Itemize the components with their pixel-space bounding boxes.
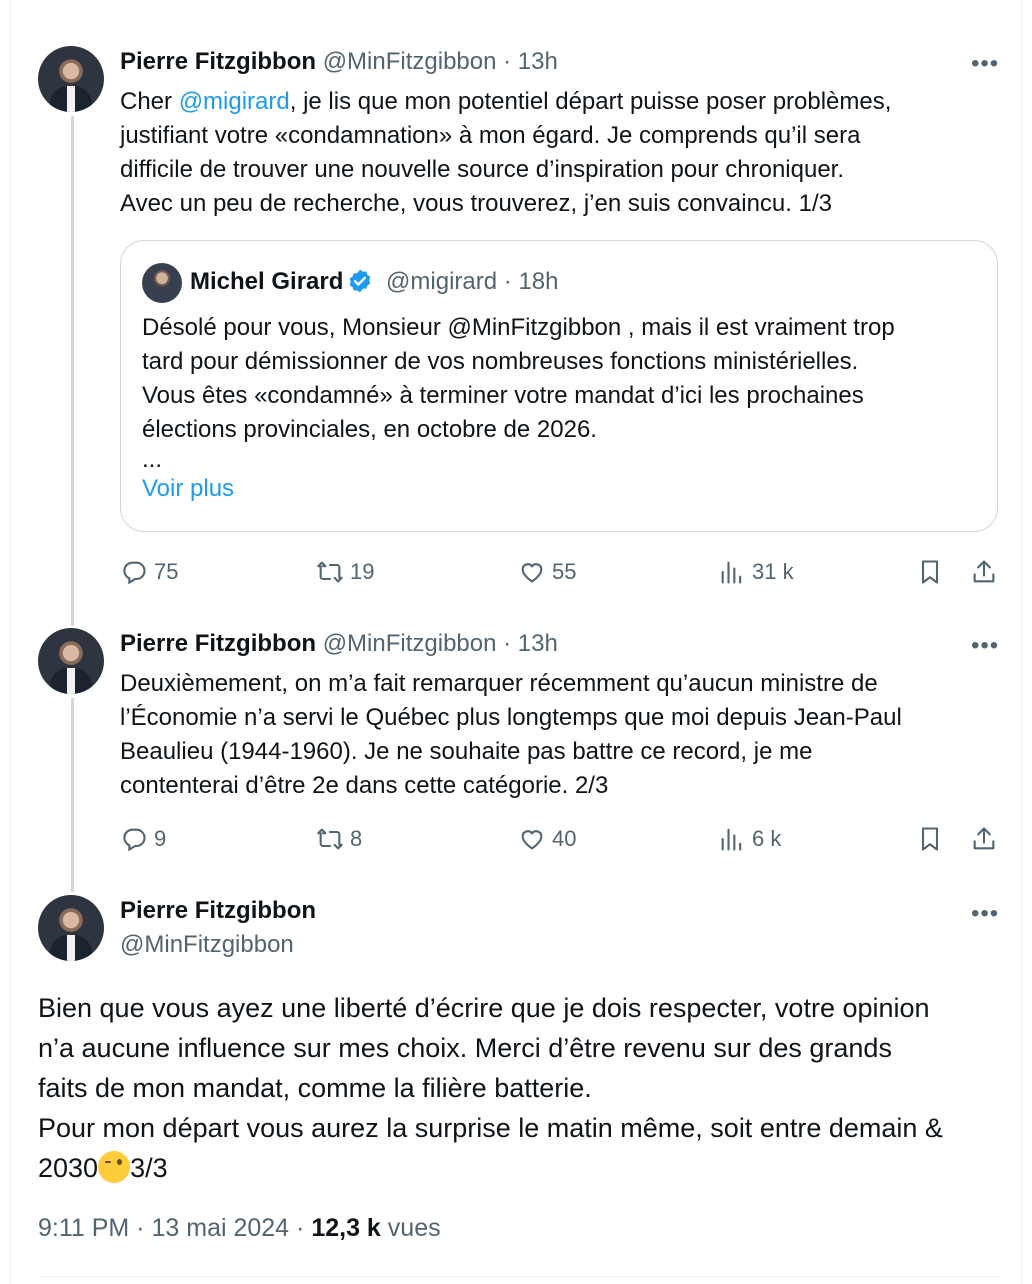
more-icon[interactable]: ••• [971,632,1000,659]
avatar[interactable] [38,628,104,694]
repost-count: 19 [350,559,375,584]
text-line: Avec un peu de recherche, vous trouverez, j’en suis convaincu. 1/3 [120,190,832,217]
views-button[interactable] [718,558,794,586]
text-line: tard pour démissionner de vos nombreuses fonctions ministérielles. [142,348,859,375]
quoted-author-name[interactable]: Michel Girard [190,268,344,295]
reply-icon [120,825,148,853]
share-button[interactable] [970,558,998,586]
thread-line [71,116,74,626]
like-button[interactable] [518,558,576,586]
quoted-time[interactable]: 18h [518,268,559,295]
heart-icon [518,825,546,853]
tweet-time[interactable]: 13h [517,630,558,657]
heart-icon [518,558,546,586]
text-line: élections provinciales, en octobre de 2026. [142,416,597,443]
quoted-handle[interactable]: @migirard [386,268,498,295]
divider [38,1276,1000,1277]
text-line: Deuxièmement, on m’a fait remarquer récemment qu’aucun ministre de [120,670,878,697]
views-icon [718,825,746,853]
views-button[interactable] [718,825,781,853]
text-line: l’Économie n’a servi le Québec plus longtemps que moi depuis Jean-Paul [120,704,902,731]
text-line: Pour mon départ vous aurez la surprise le matin même, soit entre demain & [38,1113,943,1143]
author-handle[interactable]: @MinFitzgibbon [322,48,497,75]
bookmark-button[interactable] [916,558,944,586]
action-bar [120,825,1000,855]
separator: · [503,630,512,657]
avatar[interactable] [38,895,104,961]
reply-count: 9 [154,826,167,851]
text-line: Beaulieu (1944-1960). Je ne souhaite pas battre ce record, je me [120,738,813,765]
author-name-text: Pierre Fitzgibbon [120,897,317,924]
thread-line [71,698,74,892]
repost-button[interactable] [316,825,362,853]
verified-badge-icon [347,268,373,294]
reply-icon [120,558,148,586]
text-line: justifiant votre «condamnation» à mon égard. Je comprends qu’il sera [120,122,861,149]
tweet-date[interactable]: 13 mai 2024 [151,1214,290,1242]
tweet-metadata [38,1214,441,1243]
views-count: 12,3 k [311,1214,381,1242]
separator: · [503,268,512,295]
bookmark-icon [916,558,944,586]
author-handle[interactable]: @MinFitzgibbon [120,931,294,958]
tweet-text [120,667,902,803]
avatar[interactable] [38,46,104,112]
tweet-text [38,988,943,1188]
repost-icon [316,825,344,853]
views-count: 31 k [752,559,794,584]
text-line: contenterai d’être 2e dans cette catégorie. 2/3 [120,772,609,799]
views-icon [718,558,746,586]
text-line: difficile de trouver une nouvelle source d’inspiration pour chroniquer. [120,156,844,183]
ellipsis: ... [142,446,163,473]
action-bar [120,558,1000,588]
bookmark-button[interactable] [916,825,944,853]
separator: · [296,1214,305,1242]
text-line: Vous êtes «condamné» à terminer votre mandat d’ici les prochaines [142,382,864,409]
share-icon [970,825,998,853]
text-fragment: , je lis que mon potentiel départ puisse poser problèmes, [289,88,892,115]
share-button[interactable] [970,825,998,853]
reply-button[interactable] [120,558,178,586]
author-name[interactable] [120,897,316,925]
separator: · [503,48,512,75]
frame-border-left [10,0,11,1284]
see-more-link[interactable]: Voir plus [142,475,235,502]
quoted-avatar[interactable] [142,263,182,303]
reply-button[interactable] [120,825,166,853]
text-line [38,1148,943,1188]
text-line: Bien que vous ayez une liberté d’écrire que je dois respecter, votre opinion [38,993,930,1023]
quoted-text [142,311,895,505]
winking-face-emoji [98,1151,130,1183]
frame-border-right [1021,0,1022,1284]
text-fragment: Cher [120,88,179,115]
text-line: n’a aucune influence sur mes choix. Merci d’être revenu sur des grands [38,1033,892,1063]
author-handle[interactable]: @MinFitzgibbon [322,630,497,657]
tweet-time[interactable]: 13h [517,48,558,75]
views-label: vues [387,1214,441,1242]
more-icon[interactable]: ••• [971,900,1000,927]
repost-button[interactable] [316,558,374,586]
separator: · [136,1214,145,1242]
bookmark-icon [916,825,944,853]
text-line [120,85,891,119]
reply-count: 75 [154,559,179,584]
tweet-header [120,630,558,658]
repost-icon [316,558,344,586]
more-icon[interactable]: ••• [971,50,1000,77]
repost-count: 8 [350,826,363,851]
like-button[interactable] [518,825,576,853]
mention-link[interactable]: @migirard [178,88,290,115]
tweet-header [120,48,558,76]
quoted-header [190,268,558,296]
author-name[interactable]: Pierre Fitzgibbon [120,48,317,75]
author-name[interactable]: Pierre Fitzgibbon [120,630,317,657]
views-count: 6 k [752,826,782,851]
like-count: 40 [552,826,577,851]
tweet-text [120,85,891,221]
text-fragment: 2030 [38,1153,99,1183]
text-fragment: 3/3 [130,1153,168,1183]
share-icon [970,558,998,586]
text-line: Désolé pour vous, Monsieur @MinFitzgibbon , mais il est vraiment trop [142,314,895,341]
text-line: faits de mon mandat, comme la filière batterie. [38,1073,592,1103]
tweet-time[interactable]: 9:11 PM [38,1214,130,1242]
like-count: 55 [552,559,577,584]
